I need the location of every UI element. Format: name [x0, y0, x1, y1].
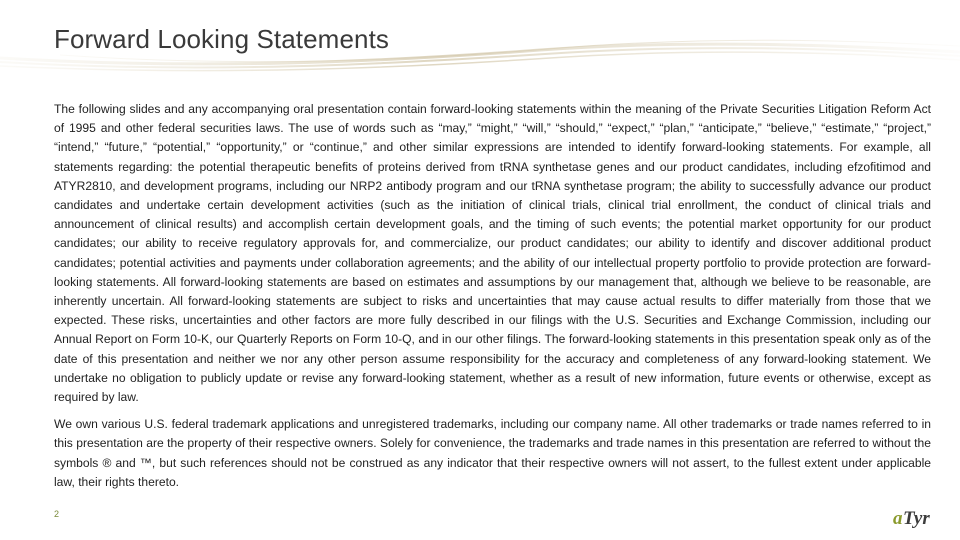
page-number: 2 — [54, 509, 60, 519]
trademark-paragraph: We own various U.S. federal trademark applications and unregistered trademarks, including our company name. All other trademarks or trade names referred to in this presentation are the property of their respective owners. Solely for convenience, the trademarks and trade names in this presentation are referred to without the symbols ® and ™, but such references should not be construed as any indicator that their respective owners will not assert, to the fullest extent under applicable law, their rights thereto. — [54, 417, 931, 489]
svg-text:Tyr: Tyr — [903, 508, 930, 529]
disclaimer-body — [54, 100, 931, 500]
forward-looking-paragraph: The following slides and any accompanying oral presentation contain forward-looking statements within the meaning of the Private Securities Litigation Reform Act of 1995 and other federal securities laws. The use of words such as “may,” “might,” “will,” “should,” “expect,” “plan,” “anticipate,” “believe,” “estimate,” “project,” “intend,” “future,” “potential,” “opportunity,” or “continue,” and other similar expressions are intended to identify forward-looking statements. For example, all statements regarding: the potential therapeutic benefits of proteins derived from tRNA synthetase genes and our product candidates, including efzofitimod and ATYR2810, and development programs, including our NRP2 antibody program and our tRNA synthetase program; the ability to successfully advance our product candidates and undertake certain development activities (such as the initiation of clinical trials, clinical trial enrollment, the conduct of clinical trials and announcement of clinical results) and accomplish certain development goals, and the timing of such events; the potential market opportunity for our product candidates; our ability to receive regulatory approvals for, and commercialize, our product candidates; our ability to identify and discover additional product candidates; potential activities and payments under collaboration agreements; and the ability of our intellectual property portfolio to provide protection are forward-looking statements. All forward-looking statements are based on estimates and assumptions by our management that, although we believe to be reasonable, are inherently uncertain. All forward-looking statements are subject to risks and uncertainties that may cause actual results to differ materially from those that we expected. These risks, uncertainties and other factors are more fully described in our filings with the U.S. Securities and Exchange Commission, including our Annual Report on Form 10-K, our Quarterly Reports on Form 10-Q, and in our other filings. The forward-looking statements in this presentation speak only as of the date of this presentation and neither we nor any other person assume responsibility for the accuracy and completeness of any forward-looking statement. We undertake no obligation to publicly update or revise any forward-looking statement, whether as a result of new information, future events or otherwise, except as required by law. — [54, 102, 931, 405]
slide-title: Forward Looking Statements — [54, 24, 389, 54]
atyr-logo — [892, 504, 942, 530]
svg-text:a: a — [893, 508, 903, 529]
